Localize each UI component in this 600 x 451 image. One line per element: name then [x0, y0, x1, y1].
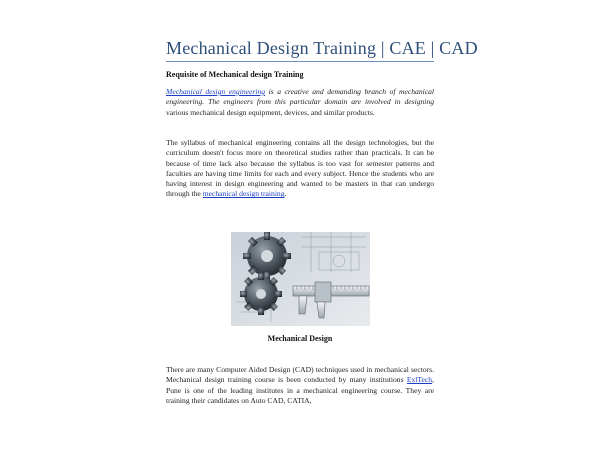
- figure-caption: Mechanical Design: [267, 334, 333, 343]
- gears-calipers-illustration: [231, 232, 370, 326]
- mechanical-design-training-link[interactable]: mechanical design training: [202, 189, 285, 199]
- title-underline: [166, 61, 434, 62]
- syllabus-paragraph: [166, 138, 434, 200]
- cad-text-before: There are many Computer Aided Design (CAD) techniques used in mechanical sectors. Mechanical design training course is been conducted by many institutions: [166, 365, 434, 385]
- cad-paragraph: [166, 365, 434, 406]
- syllabus-text: The syllabus of mechanical engineering contains all the design technologies, but the curriculum doesn't focus more on theoretical studies rather than practicals. It can be because of time lack also because the syllabus is too vast for semester patterns and faculties are having time limits for each and every subject. Hence the students who are having interest in design engineering and wanted to be masters in that can undergo through the: [166, 138, 434, 199]
- section-heading: Requisite of Mechanical design Training: [166, 70, 304, 79]
- gears-calipers-image: [231, 232, 370, 326]
- cad-text-after: , Pune is one of the leading institutes in a mechanical engineering course. They are training their candidates on Auto CAD, CATIA,: [166, 375, 434, 405]
- intro-italic-text: is a creative and demanding branch of mechanical engineering. The engineers from this particular domain are involved in designing: [166, 87, 435, 107]
- syllabus-end: .: [284, 189, 287, 199]
- mechanical-design-engineering-link[interactable]: Mechanical design engineering: [166, 87, 266, 96]
- intro-plain-text: various mechanical design equipment, devices, and similar products.: [166, 107, 375, 117]
- page-title: Mechanical Design Training | CAE | CAD: [166, 38, 478, 58]
- intro-paragraph: [166, 87, 434, 118]
- exltech-link[interactable]: ExlTech: [406, 375, 433, 385]
